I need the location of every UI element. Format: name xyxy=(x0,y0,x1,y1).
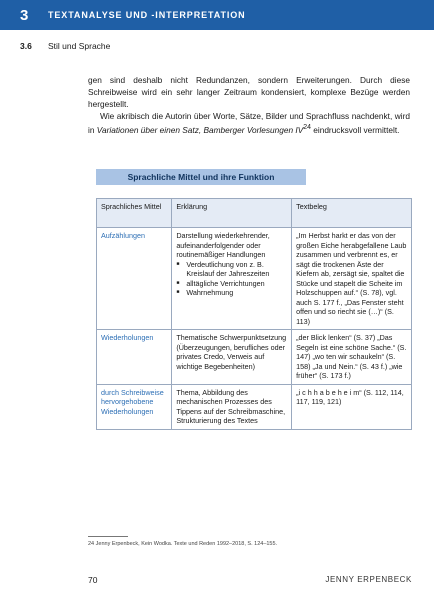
section-title: Stil und Sprache xyxy=(48,41,111,51)
table-row xyxy=(97,330,412,385)
chapter-title: TEXTANALYSE UND -INTERPRETATION xyxy=(48,10,246,20)
paragraph-2: Wie akribisch die Autorin über Worte, Sätze, Bilder und Sprachfluss nachdenkt, wird in Variationen über einen Satz, Bamberger Vorlesungen IV$^{24}$ eindrucksvoll vermittelt. xyxy=(88,111,410,135)
device-evidence: „der Blick lenken“ (S. 37) „Das Segeln ist eine schöne Sache.“ (S. 147) „wo ten wir schaukeln“ (S. 158) „Ja und Nein.“ (S. 43 f.) „wie früher“ (S. 173 f.) xyxy=(292,330,412,385)
device-evidence: „Im Herbst harkt er das von der großen Eiche herabgefallene Laub zusammen und verbrennt es, er sägt die trockenen Äste der Kiefern ab, zersägt sie, spaltet die Stücke und stapelt die Scheite im Holzschuppen auf.“ (S. 78), vgl. auch S. 177 f., „Das Fenster steht offen und so riecht sie (…)“ (S. 113) xyxy=(292,228,412,330)
body-text xyxy=(88,74,410,136)
running-author: JENNY ERPENBECK xyxy=(325,575,412,584)
header-evidence: Textbeleg xyxy=(292,199,412,228)
device-explanation: Thematische Schwerpunktsetzung (Überzeugungen, berufliches oder privates Credo, Verweis auf wichtige Begebenheiten) xyxy=(172,330,292,385)
table-header-row xyxy=(97,199,412,228)
footnote-divider xyxy=(88,536,128,537)
device-term: Wiederholungen xyxy=(97,330,172,385)
device-term: Aufzählungen xyxy=(97,228,172,330)
header-explanation: Erklärung xyxy=(172,199,292,228)
paragraph-1: gen sind deshalb nicht Redundanzen, sondern Erweiterungen. Durch diese Schreibweise wird ein sehr langer Zeitraum kondensiert, komplexe Bezüge werden hergestellt. xyxy=(88,75,410,109)
table-row xyxy=(97,228,412,330)
chapter-number: 3 xyxy=(20,6,29,24)
header-device: Sprachliches Mittel xyxy=(97,199,172,228)
page-number: 70 xyxy=(88,575,98,585)
device-explanation: Thema, Abbildung des mechanischen Prozesses des Tippens auf der Schreibmaschine, Strukturierung des Textes xyxy=(172,384,292,429)
footnote-ref: 24 xyxy=(303,124,311,131)
device-term: durch Schreibweise hervorgehobene Wiederholungen xyxy=(97,384,172,429)
language-devices-table xyxy=(96,198,412,430)
device-evidence: „i c h h a b e h e i m“ (S. 112, 114, 117, 119, 121) xyxy=(292,384,412,429)
bullet-item: ■ Wahrnehmung xyxy=(184,288,287,298)
footnote: 24 Jenny Erpenbeck, Kein Wodka. Texte und Reden 1992–2018, S. 124–155. xyxy=(88,541,278,547)
chapter-header-bar xyxy=(0,0,434,30)
section-number: 3.6 xyxy=(20,41,32,51)
bullet-item: ■ Verdeutlichung von z. B. Kreislauf der Jahreszeiten xyxy=(184,260,287,279)
device-explanation: Darstellung wiederkehrender, aufeinanderfolgender oder routinemäßiger Handlungen ■ Verdeutlichung von z. B. Kreislauf der Jahreszeiten ■ alltägliche Verrichtungen ■ Wahrnehmung xyxy=(172,228,292,330)
table-row xyxy=(97,384,412,429)
box-title: Sprachliche Mittel und ihre Funktion xyxy=(96,169,306,185)
bullet-list xyxy=(176,260,287,298)
work-title: Variationen über einen Satz, Bamberger Vorlesungen IV xyxy=(96,124,304,135)
bullet-item: ■ alltägliche Verrichtungen xyxy=(184,279,287,289)
section-header xyxy=(0,38,434,54)
